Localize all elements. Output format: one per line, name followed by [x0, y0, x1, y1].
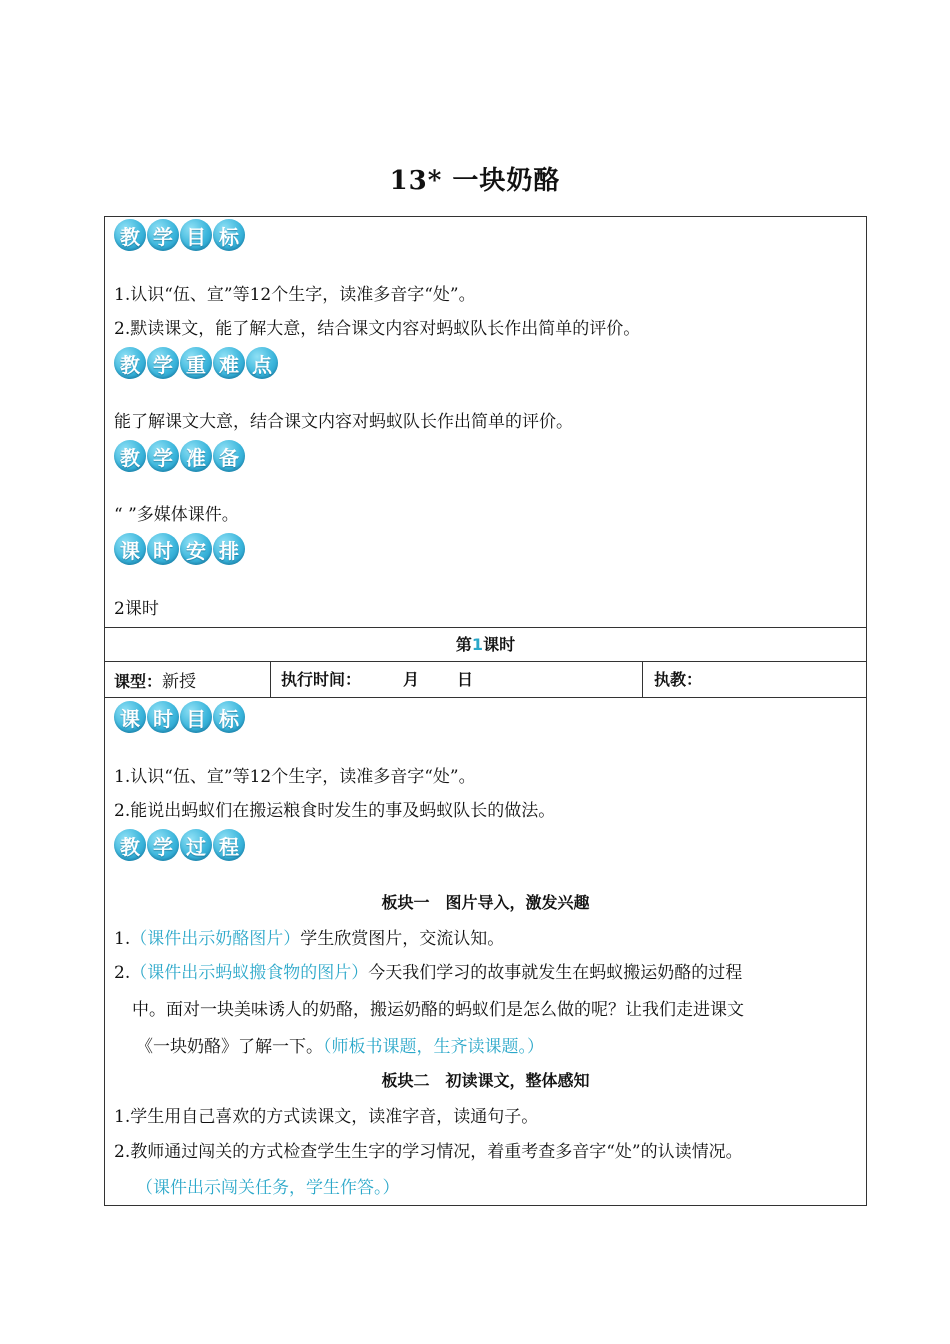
execution-time: 执行时间： 月 日 [281, 670, 474, 689]
teacher-label: 执教： [654, 670, 703, 689]
lesson-goal-item-1: 1.认识“伍、宣”等12个生字，读准多音字“处”。 [114, 767, 476, 787]
badge-character: 学 [147, 347, 179, 379]
courseware-cue: （课件出示奶酪图片） [130, 929, 301, 949]
badge-character: 难 [213, 347, 245, 379]
badge-character: 准 [180, 440, 212, 472]
badge-character: 课 [114, 533, 146, 565]
key-points-text: 能了解课文大意，结合课文内容对蚂蚁队长作出简单的评价。 [114, 412, 573, 432]
lesson-number: 1 [471, 635, 484, 654]
goal-item-1: 1.认识“伍、宣”等12个生字，读准多音字“处”。 [114, 285, 476, 305]
badge-character: 教 [114, 440, 146, 472]
section2-paragraph-2: 2.教师通过闯关的方式检查学生生字的学习情况，着重考查多音字“处”的认读情况。 [114, 1142, 743, 1162]
badge-character: 安 [180, 533, 212, 565]
badge-character: 排 [213, 533, 245, 565]
section1-heading: 板块一 图片导入，激发兴趣 [381, 893, 590, 912]
table-divider [104, 627, 867, 628]
goal-item-2: 2.默读课文，能了解大意，结合课文内容对蚂蚁队长作出简单的评价。 [114, 319, 641, 339]
preparation-text: “ ”多媒体课件。 [114, 505, 239, 525]
lesson-goal-item-2: 2.能说出蚂蚁们在搬运粮食时发生的事及蚂蚁队长的做法。 [114, 801, 556, 821]
lesson-goals-badge [114, 701, 245, 733]
teaching-process-badge [114, 829, 245, 861]
badge-character: 标 [213, 701, 245, 733]
badge-character: 重 [180, 347, 212, 379]
section2-paragraph-1: 1.学生用自己喜欢的方式读课文，读准字音，读通句子。 [114, 1107, 539, 1127]
schedule-badge [114, 533, 245, 565]
badge-character: 学 [147, 829, 179, 861]
table-cell-divider [642, 661, 643, 697]
badge-character: 目 [180, 701, 212, 733]
badge-character: 学 [147, 219, 179, 251]
section1-paragraph-1: 1.（课件出示奶酪图片）学生欣赏图片，交流认知。 [114, 929, 505, 949]
table-divider [104, 697, 867, 698]
badge-character: 时 [147, 701, 179, 733]
schedule-text: 2课时 [114, 599, 159, 619]
table-cell-divider [270, 661, 271, 697]
lesson-type: 课型：新授 [114, 672, 197, 692]
section1-paragraph-2: 2.（课件出示蚂蚁搬食物的图片）今天我们学习的故事就发生在蚂蚁搬运奶酪的过程 [114, 963, 743, 983]
badge-character: 时 [147, 533, 179, 565]
badge-character: 教 [114, 219, 146, 251]
courseware-cue: （课件出示蚂蚁搬食物的图片） [130, 963, 369, 983]
teacher-cue: （师板书课题，生齐读课题。） [323, 1037, 544, 1057]
badge-character: 备 [213, 440, 245, 472]
table-divider [104, 661, 867, 662]
key-points-badge [114, 347, 278, 379]
courseware-cue: （课件出示闯关任务，学生作答。） [136, 1178, 400, 1198]
page-title: 13* 一块奶酪 [389, 166, 561, 196]
badge-character: 教 [114, 829, 146, 861]
section1-paragraph-2-line-3: 《一块奶酪》了解一下。（师板书课题，生齐读课题。） [136, 1037, 544, 1057]
badge-character: 程 [213, 829, 245, 861]
badge-character: 课 [114, 701, 146, 733]
section2-heading: 板块二 初读课文，整体感知 [381, 1071, 590, 1090]
badge-character: 过 [180, 829, 212, 861]
badge-character: 学 [147, 440, 179, 472]
badge-character: 教 [114, 347, 146, 379]
badge-character: 点 [246, 347, 278, 379]
section1-paragraph-2-line-2: 中。面对一块美味诱人的奶酪，搬运奶酪的蚂蚁们是怎么做的呢？让我们走进课文 [132, 1000, 744, 1020]
badge-character: 目 [180, 219, 212, 251]
preparation-badge [114, 440, 245, 472]
teaching-goals-badge [114, 219, 245, 251]
lesson-header: 第1课时 [455, 635, 516, 654]
badge-character: 标 [213, 219, 245, 251]
